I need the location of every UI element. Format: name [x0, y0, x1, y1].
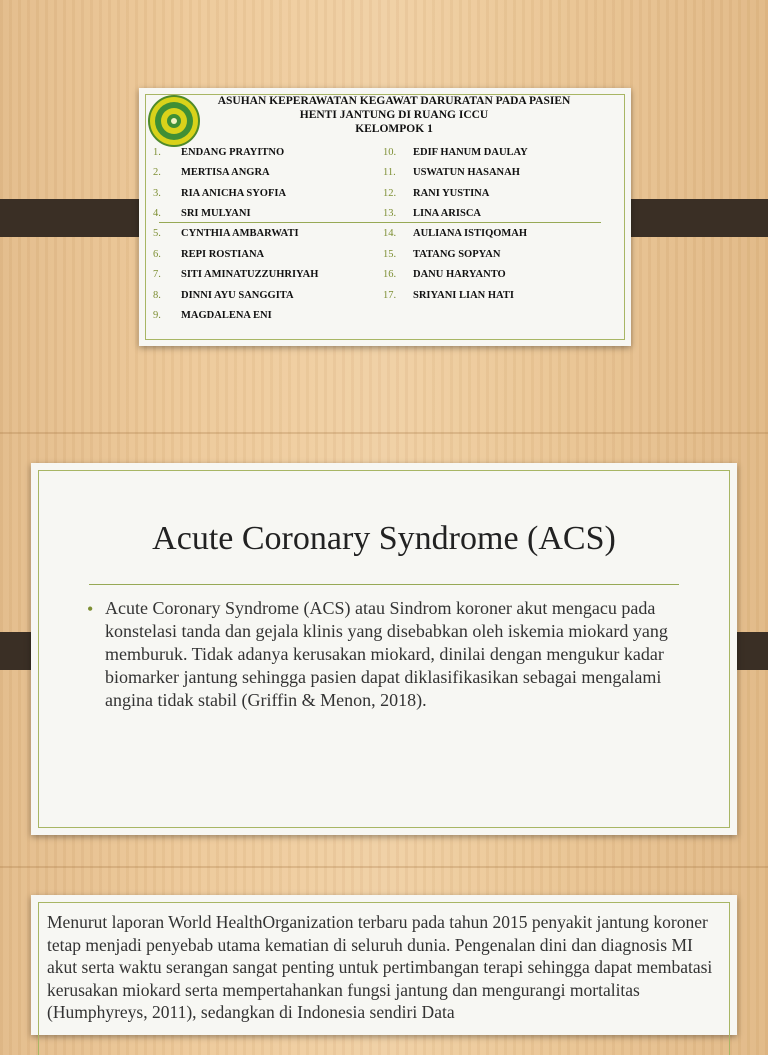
slide-bar-left: [0, 199, 155, 237]
member-name: LINA ARISCA: [413, 208, 481, 219]
member-name: SITI AMINATUZZUHRIYAH: [181, 269, 319, 280]
member-name: TATANG SOPYAN: [413, 249, 501, 260]
title-line-1: ASUHAN KEPERAWATAN KEGAWAT DARURATAN PADA PASIEN: [217, 95, 571, 107]
member-name: SRI MULYANI: [181, 208, 251, 219]
member-name: RANI YUSTINA: [413, 188, 490, 199]
member-number: 15.: [383, 249, 397, 260]
member-name: EDIF HANUM DAULAY: [413, 147, 528, 158]
wood-seam: [0, 866, 768, 868]
member-name: SRIYANI LIAN HATI: [413, 290, 514, 301]
member-number: 17.: [383, 290, 397, 301]
slide-body-text: Menurut laporan World HealthOrganization terbaru pada tahun 2015 penyakit jantung koroner tetap menjadi penyebab utama kematian di seluruh dunia. Pengenalan dini dan diagnosis MI akut serta waktu serangan sangat penting untuk pertimbangan terapi sehingga dapat membatasi kerusakan miokard serta mempertahankan fungsi jantung dan mengurangi mortalitas (Humphyreys, 2011), sedangkan di Indonesia sendiri Data: [47, 912, 713, 1022]
member-number: 1.: [153, 147, 161, 158]
bullet-marker-icon: •: [87, 599, 94, 619]
bullet-text: Acute Coronary Syndrome (ACS) atau Sindrom koroner akut mengacu pada konstelasi tanda dan gejala klinis yang disebabkan oleh iskemia miokard yang memburuk. Tidak adanya kerusakan miokard, dinilai dengan mengukur kadar biomarker jantung sehingga pasien dapat diklasifikasikan sebagai mengalami angina tidak stabil (Griffin & Menon, 2018).: [105, 598, 668, 710]
member-name: AULIANA ISTIQOMAH: [413, 228, 528, 239]
member-number: 10.: [383, 147, 397, 158]
slide-who-report[interactable]: [31, 895, 737, 1035]
member-number: 16.: [383, 269, 397, 280]
university-seal-icon: [147, 94, 201, 148]
member-number: 5.: [153, 228, 161, 239]
member-number: 14.: [383, 228, 397, 239]
slide-divider: [89, 584, 679, 585]
slide-title: Acute Coronary Syndrome (ACS): [152, 520, 616, 557]
member-number: 4.: [153, 208, 161, 219]
member-name: ENDANG PRAYITNO: [181, 147, 285, 158]
slide-title: [199, 94, 589, 136]
member-number: 2.: [153, 167, 161, 178]
member-name: MAGDALENA ENI: [181, 310, 272, 321]
wood-seam: [0, 432, 768, 434]
member-number: 9.: [153, 310, 161, 321]
member-name: CYNTHIA AMBARWATI: [181, 228, 299, 239]
member-name: MERTISA ANGRA: [181, 167, 270, 178]
slide-bar-right: [613, 199, 768, 237]
member-name: RIA ANICHA SYOFIA: [181, 188, 287, 199]
member-number: 3.: [153, 188, 161, 199]
slide-group-members[interactable]: [139, 88, 631, 346]
member-name: DANU HARYANTO: [413, 269, 506, 280]
member-number: 12.: [383, 188, 397, 199]
title-line-3: KELOMPOK 1: [355, 123, 433, 135]
member-number: 8.: [153, 290, 161, 301]
title-line-2: HENTI JANTUNG DI RUANG ICCU: [299, 109, 489, 121]
slide-divider: [159, 222, 601, 223]
member-name: DINNI AYU SANGGITA: [181, 290, 294, 301]
member-number: 6.: [153, 249, 161, 260]
member-name: REPI ROSTIANA: [181, 249, 265, 260]
slide-acs-definition[interactable]: [31, 463, 737, 835]
member-number: 7.: [153, 269, 161, 280]
member-number: 11.: [383, 167, 396, 178]
member-name: USWATUN HASANAH: [413, 167, 520, 178]
member-number: 13.: [383, 208, 397, 219]
